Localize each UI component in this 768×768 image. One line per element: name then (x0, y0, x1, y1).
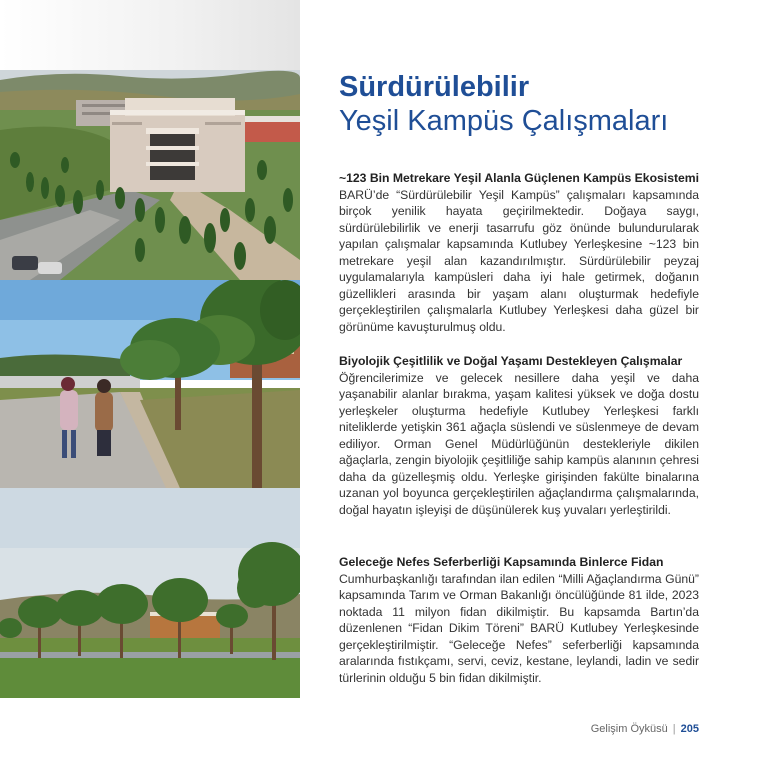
tree-lawn-photo (0, 488, 300, 698)
campus-walkway-photo (0, 280, 300, 488)
text-column (339, 70, 700, 685)
section-green-area (339, 170, 699, 335)
page-number: 205 (680, 723, 699, 735)
section-body: BARÜ’de “Sürdürülebilir Yeşil Kampüs” çalışmaları kapsamında birçok yenilik hayata geçirilmektedir. Doğaya saygı, sürdürülebilirlik ve enerji tasarrufu göz önünde bulundurularak yapılan çalışmalar kapsamında Kutlubey Yerleşkesine ~123 bin metrekare yeşil alan kazandırılmıştır. Sürdürülebilir peyzaj uygulamalarıyla kampüsleri daha iyi hale getirmek, doğanın güzellikleri arasında bir yaşam alanı oluşturmak hedefiyle gerçekleştirilen çalışmalarla Kutlubey Yerleşkesi daha güzel bir görünüme kavuşturulmuş oldu. (339, 187, 699, 334)
section-saplings (339, 554, 699, 686)
footer-separator: | (672, 723, 676, 735)
section-heading: Biyolojik Çeşitlilik ve Doğal Yaşamı Destekleyen Çalışmalar (339, 354, 683, 368)
footer-label: Gelişim Öyküsü (590, 723, 668, 735)
section-body: Cumhurbaşkanlığı tarafından ilan edilen “Milli Ağaçlandırma Günü” kapsamında Tarım ve Orman Bakanlığı öncülüğünde 81 ilde, 2023 noktada 11 milyon fidan dikilmiştir. Bu kapsamda Bartın’da düzenlenen “Fidan Dikim Töreni” BARÜ Kutlubey Yerleşkesinde gerçekleştirilmiştir. “Geleceğe Nefes” seferberliği kapsamında aralarında fıstıkçamı, servi, ceviz, kestane, leylandi, ladin ve sedir türlerinin olduğu 5 bin fidan dikilmiştir. (339, 571, 699, 685)
campus-aerial-photo (0, 70, 300, 280)
page-title-line2: Yeşil Kampüs Çalışmaları (339, 105, 669, 137)
page-title-line1: Sürdürülebilir (339, 71, 530, 103)
section-biodiversity (339, 353, 699, 518)
section-body: Öğrencilerimize ve gelecek nesillere daha yeşil ve daha yaşanabilir alanlar bırakma, yaşam kalitesi yüksek ve doğa dostu yerleşkeler oluşturma hedefiyle Kutlubey Yerleşkesi farklı niteliklerde yetişkin 361 ağaçla süslendi ve süslenmeye de devam ediliyor. Orman Genel Müdürlüğünün destekleriyle dikilen ağaçlarla, zengin biyolojik çeşitliliğe sahip kampüs alanının çehresi daha da güzelleşmiş oldu. Yerleşke girişinden fakülte binalarına uzanan yol boyunca gerçekleştirilen ağaçlandırma çalışmalarında, doğal hayatın işleyişi de düşünülerek kuş yuvaları yerleştirildi. (339, 370, 699, 517)
page-footer (591, 723, 699, 735)
section-heading: Geleceğe Nefes Seferberliği Kapsamında Binlerce Fidan (339, 555, 664, 569)
photo-column (0, 0, 300, 768)
header-fade (0, 0, 300, 70)
section-heading: ~123 Bin Metrekare Yeşil Alanla Güçlenen Kampüs Ekosistemi (339, 171, 700, 185)
